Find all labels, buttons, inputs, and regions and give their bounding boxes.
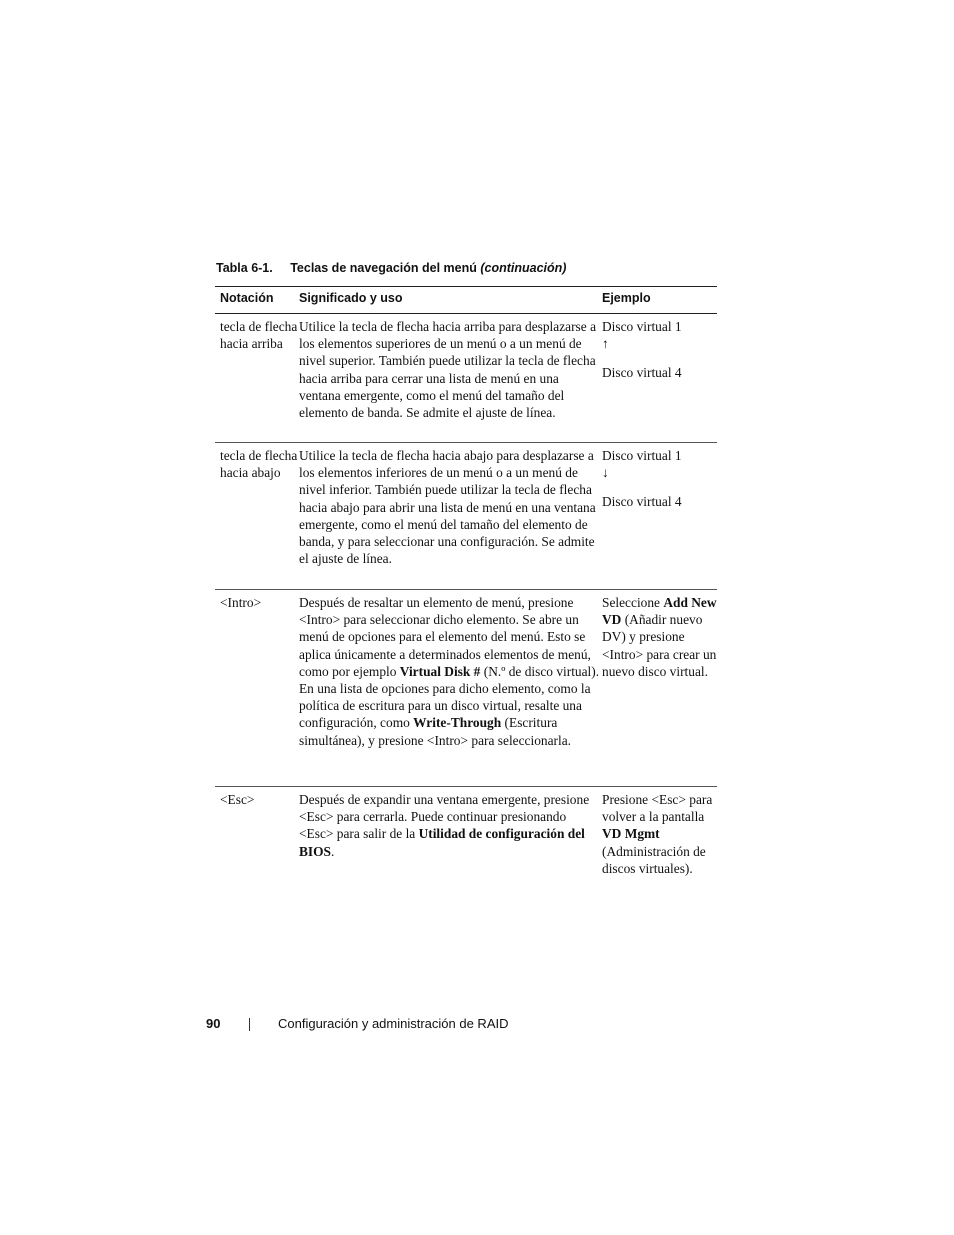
example-cell (602, 314, 717, 442)
example-text: Presione <Esc> para volver a la pantalla (602, 792, 713, 825)
ui-term-virtual-disk: Virtual Disk # (399, 663, 481, 679)
up-arrow-icon: ↑ (602, 336, 609, 352)
ui-term-add-new-vd: Add New VD (602, 595, 717, 628)
table-title: Teclas de navegación del menú (290, 261, 477, 275)
table-header-row (215, 287, 717, 314)
notation-cell: <Intro> (220, 595, 262, 610)
ui-term-write-through: Write-Through (413, 715, 502, 731)
example-line: Disco virtual 1 (602, 319, 682, 334)
example-text: (Administración de discos virtuales). (602, 843, 706, 876)
table-row (215, 443, 717, 590)
down-arrow-icon: ↓ (602, 465, 609, 481)
table-caption (216, 261, 566, 275)
meaning-cell (299, 590, 602, 786)
column-header-notation: Notación (220, 291, 274, 305)
table-row (215, 590, 717, 787)
column-header-example: Ejemplo (602, 291, 651, 305)
example-text: Seleccione (602, 595, 664, 610)
example-line: Disco virtual 1 (602, 448, 682, 463)
meaning-text: (Escritura simultánea), y presione <Intro> para seleccionarla. (299, 715, 572, 748)
table-continued-label: (continuación) (480, 261, 567, 275)
table-row (215, 787, 717, 896)
notation-cell: <Esc> (220, 792, 255, 807)
table-row (215, 314, 717, 443)
example-cell (602, 443, 717, 589)
meaning-cell (299, 787, 602, 896)
navigation-keys-table (215, 286, 717, 896)
meaning-text: . (331, 843, 335, 859)
notation-cell: tecla de flecha hacia abajo (220, 448, 298, 481)
table-number: Tabla 6-1. (216, 261, 273, 275)
example-cell (602, 787, 717, 896)
example-line: Disco virtual 4 (602, 365, 682, 381)
footer-separator (249, 1018, 250, 1031)
meaning-text: (N.º de disco virtual). En una lista de opciones para dicho elemento, como la política de escritura para un disco virtual, resalte una configuración, como (299, 663, 600, 731)
ui-term-bios-utility: Utilidad de configuración del BIOS (299, 826, 585, 859)
meaning-text: Después de expandir una ventana emergente, presione <Esc> para cerrarla. Puede continuar presionando <Esc> para salir de la (299, 792, 590, 842)
notation-cell: tecla de flecha hacia arriba (220, 319, 298, 352)
meaning-cell: Utilice la tecla de flecha hacia abajo para desplazarse a los elementos inferiores de un menú o a un menú de nivel inferior. También puede utilizar la tecla de flecha hacia abajo para abrir una lista de menú en una ventana emergente, como el menú del tamaño del elemento de banda, y para seleccionar una configuración. Se admite el ajuste de línea. (299, 448, 596, 567)
meaning-cell: Utilice la tecla de flecha hacia arriba para desplazarse a los elementos superiores de un menú o a un menú de nivel superior. También puede utilizar la tecla de flecha hacia arriba para cerrar una lista de menú en una ventana emergente, como el menú del tamaño del elemento de banda. Se admite el ajuste de línea. (299, 319, 597, 421)
example-line: Disco virtual 4 (602, 494, 682, 510)
example-cell (602, 590, 717, 786)
ui-term-vd-mgmt: VD Mgmt (602, 826, 660, 842)
meaning-text: Después de resaltar un elemento de menú, presione <Intro> para seleccionar dicho elemento. Se abre un menú de opciones para el elemento del menú. Esto se aplica únicamente a determinados elementos de menú, como por ejemplo (299, 595, 591, 679)
page-number: 90 (206, 1016, 221, 1031)
footer-section-title: Configuración y administración de RAID (278, 1016, 509, 1031)
column-header-meaning: Significado y uso (299, 291, 403, 305)
page-footer (0, 1016, 954, 1036)
example-text: (Añadir nuevo DV) y presione <Intro> para crear un nuevo disco virtual. (602, 612, 717, 679)
